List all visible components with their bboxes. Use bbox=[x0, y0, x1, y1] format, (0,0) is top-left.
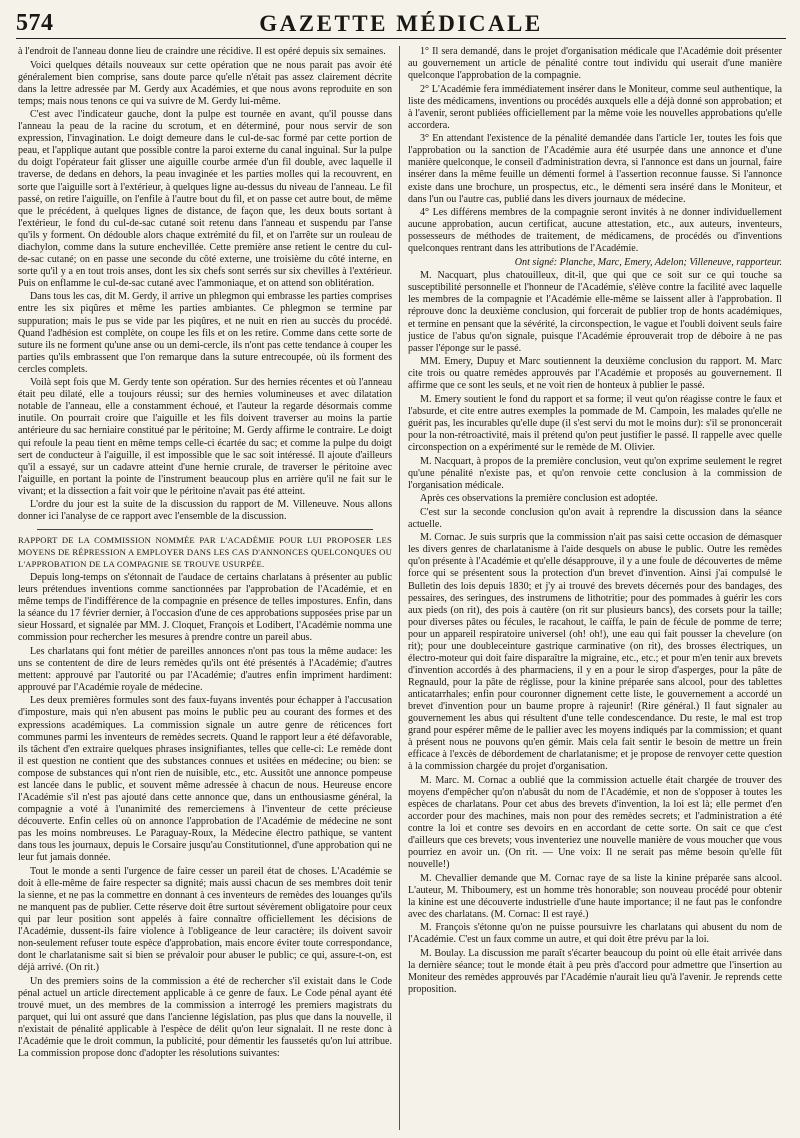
paragraph: Les charlatans qui font métier de pareilles annonces n'ont pas tous la même audace: les uns se contentent de dire de leurs remèdes qu'ils ont été présentés à l'Académie; d'autres mettent: approuvé par l'autorité ou par l'Académie; d'autres enfin impriment hardiment: approuvé par l'Académie royale de médecine. bbox=[18, 645, 392, 693]
paragraph: M. Cornac. Je suis surpris que la commission n'ait pas saisi cette occasion de démasquer les divers genres de charlatanisme à l'aide desquels on abuse le public. Outre les remèdes qu'on présente à l'Académie et qu'elle désapprouve, il y a une foule de découvertes de même force qui se présentent sous la protection d'un brevet d'invention. Ainsi j'ai compulsé le Bulletin des lois depuis 1830; et j'y ai trouvé des brevets décernés pour des bandages, des pessaires, des seringues, des instrumens de lithotritie; pour des pommades à guérir les cors aux pieds (on rit), des pois à cautère (on rit sur plusieurs bancs), des corsets pour la taille; pour diverses pâtes ou fécules, le racahout, le caïffa, le pain de fécule de pomme de terre; pour un appareil respiratoire universel (oh! oh!), une eau qui fait pousser la chevelure (on rit); pour une doubleceinture gastrique carminative (on rit), des brosses électriques, un électro-moteur qui doit faire disparaître la migraine, etc., etc.; et pour m'en tenir aux brevets d'invention accordés à des pharmaciens, il y en a pour le sirop d'asperges, pour la pâte de Regnauld, pour la pâte de réglisse, pour la kinine préparée sans alcool, pour des tablettes anticatarrhales; enfin pour couronner dignement cette liste, le gouvernement a accordé un brevet d'invention pour un baume propre à rajeunir! (Rire général.) Il faut signaler au gouvernement les abus qui résultent d'une telle condescendance. Du reste, le mal est trop grand pour espérer même de le pallier avec les moyens indiqués par la commission; et quant à présent nous ne pouvons qu'en gémir. Mais cela fait sentir le besoin de mettre un frein efficace à l'excès de débordement de charlatanisme; et je propose de renvoyer cette question à la commission chargée du projet d'organisation. bbox=[408, 532, 782, 773]
left-column bbox=[18, 46, 392, 1130]
journal-title: GAZETTE MÉDICALE bbox=[259, 11, 543, 36]
paragraph: L'ordre du jour est la suite de la discussion du rapport de M. Villeneuve. Nous allons donner ici l'analyse de ce rapport avec l'ensemble de la discussion. bbox=[18, 499, 392, 523]
paragraph: Les deux premières formules sont des faux-fuyans inventés pour échapper à l'accusation d'imposture, mais qui n'en abusent pas moins le public peu au courant des formes et des expressions académiques. La commission signale un autre genre de réticences fort communes parmi les inventeurs de remèdes secrets. Quand le rapport leur a été défavorable, ils tâchent d'en extraire quelques phrases insignifiantes, telles que celle-ci: Le remède dont il est question ne contient que des substances connues et usitées en médecine; ou bien: se compose de substances qui n'ont rien de nuisible, etc., etc. Aussitôt une annonce pompeuse est lancée dans le public, et souvent même adressée à chacun de nous. Heureuse encore l'Académie s'il n'est pas ajouté dans cette annonce que, dans un enthousiasme général, la compagnie a voté à l'unanimité des remerciemens à l'inventeur de cette précieuse découverte. Enfin celles où on annonce l'approbation de l'Académie de médecine ne sont pas les moins nombreuses. Le Paraguay-Roux, la Médecine électro pathique, se vantent dans tous les journaux, depuis le Corsaire jusqu'au Constitutionnel, d'une approbation qui ne leur fut jamais donnée. bbox=[18, 695, 392, 864]
paragraph: Dans tous les cas, dit M. Gerdy, il arrive un phlegmon qui embrasse les parties comprises entre les six piqûres et même les parties ambiantes. Ce phlegmon se termine par suppuration; mais le pus se vide par les piqûres, et ne nuit en rien au succès du procédé. Quand l'adhésion est complète, on coupe les fils et on les retire. Comme dans cette sorte de suture ils ne forment qu'une anse ou un demi-cercle, ils n'ont pas cette tendance à couper les parties qu'ils embrassent que l'on remarque dans la suture entrecoupée, où ils forment des cercles complets. bbox=[18, 291, 392, 375]
paragraph: Voici quelques détails nouveaux sur cette opération que ne nous parait pas avoir été généralement bien comprise, sans doute parce qu'elle n'était pas assez clairement décrite dans la lettre adressée par M. Gerdy aux Académies, et que nous avons reproduite en son temps; mais nous tenons ce qui va suivre de M. Gerdy lui-même. bbox=[18, 59, 392, 107]
paragraph: 4° Les différens membres de la compagnie seront invités à ne donner individuellement aucune approbation, aucun certificat, aucune attestation, etc., aux auteurs, inventeurs, possesseurs de méthodes de traitement, de médicamens, de procédés ou d'inventions quelconques rentrant dans les attributions de l'Académie. bbox=[408, 207, 782, 255]
page-header bbox=[16, 8, 786, 39]
right-column bbox=[408, 46, 782, 1130]
paragraph: M. Marc. M. Cornac a oublié que la commission actuelle était chargée de trouver des moyens d'empêcher qu'on n'abusât du nom de l'Académie, et non de s'opposer à toutes les espèces de charlatans. Pour cet abus des brevets d'invention, la loi est là; elle permet d'en accorder pour des machines, mais non pour des remèdes secrets; et l'administration a été contre la loi et contre ses devoirs en en accordant de cette sorte. On sait ce que c'est d'ailleurs que ces brevets; vous inventeriez une nouvelle manière de vous moucher que vous pourriez en avoir un. (On rit. — Une voix: Il ne serait pas même besoin qu'elle fût nouvelle!) bbox=[408, 774, 782, 871]
paragraph: M. Boulay. La discussion me paraît s'écarter beaucoup du point où elle était arrivée dans la dernière séance; tout le monde était à peu près d'accord pour admettre que l'insertion au Moniteur des remèdes approuvés par l'Académie n'aurait lieu qu'à l'avenir. Je reprends cette proposition. bbox=[408, 947, 782, 996]
paragraph: M. Emery soutient le fond du rapport et sa forme; il veut qu'on réagisse contre le faux et l'absurde, et cite entre autres exemples la pommade de M. Campoin, les malades qu'elle ne guérit pas, les incurables qu'elle dupe (il s'est servi du mot le moins dur): s'il se prononcerait pour la non-rétroactivité, mais il prétend qu'on peut justifier le passé. Il rappelle avec quelle circonspection on a expérimenté sur le remède de M. Olivier. bbox=[408, 393, 782, 453]
paragraph: 2° L'Académie fera immédiatement insérer dans le Moniteur, comme seul authentique, la liste des médicamens, inventions ou procédés auxquels elle a déjà donné son approbation; et à l'avenir, seront publiées officiellement par la même voie les nouvelles approbations qu'elle accordera. bbox=[408, 83, 782, 131]
paragraph: M. Nacquart, plus chatouilleux, dit-il, que qui que ce soit sur ce qui touche sa susceptibilité personnelle et l'honneur de l'Académie, s'élève contre la facilité avec laquelle les membres de la compagnie et l'Académie elle-même se laissent aller à l'approbation. Il réprouve donc la deuxième conclusion, qui forcerait de publier trop de honts académiques, et termine en pensant que la sévérité, la circonspection, le vague et l'oubli doivent seuls faire justice de l'abus qu'on signale, puisque l'Académie éprouverait trop de déboire à ne pas passer l'éponge sur le passé. bbox=[408, 270, 782, 354]
paragraph: Un des premiers soins de la commission a été de rechercher s'il existait dans le Code pénal actuel un article directement applicable à ce genre de faux. Le Code pénal ayant été trouvé muet, un des membres de la commission a interrogé les premiers magistrats du parquet, qui lui ont assuré que dans l'ancienne législation, pas plus que dans la nouvelle, il n'existait de pénalité applicable à l'espèce de délit qu'on leur signalait. Il ne reste donc à l'Académie que le droit commun, la publicité, pour démentir les faussetés qu'on lui attribue. La commission propose donc d'adopter les résolutions suivantes: bbox=[18, 975, 392, 1059]
paragraph: Voilà sept fois que M. Gerdy tente son opération. Sur des hernies récentes et où l'anneau était peu dilaté, elle a toujours réussi; sur des hernies volumineuses et avec dilatation notable de l'anneau, elle a constamment échoué, et l'auteur la regarde désormais comme inutile. On pourrait croire que l'aiguille et les fils doivent traverser au moins la partie antérieure du sac herniaire constitué par le péritoine; M. Gerdy affirme le contraire. Le doigt qui refoule la peau tient en même temps celle-ci écartée du sac; et comme la pulpe du doigt sert de conducteur à l'aiguille, il est impossible que le sac soit intéressé. Il ajoute d'ailleurs qu'il a essayé, sur un cadavre atteint d'une hernie crurale, de traverser le péritoine avec l'aiguille, en portant la pointe de l'instrument beaucoup plus en arrière qu'il ne fait sur le vivant; et la dissection a fait voir que le péritoine n'avait pas été atteint. bbox=[18, 377, 392, 497]
paragraph: Après ces observations la première conclusion est adoptée. bbox=[420, 493, 658, 505]
paragraph: M. Nacquart, à propos de la première conclusion, veut qu'on exprime seulement le regret qu'une pénalité n'existe pas, et qu'on renvoie cette conclusion à la commission de l'organisation médicale. bbox=[408, 455, 782, 491]
report-title: RAPPORT DE LA COMMISSION NOMMÉE PAR L'ACADÉMIE POUR LUI PROPOSER LES MOYENS DE RÉPRESSION A EMPLOYER DANS LES CAS D'ANNONCES QUELCONQUES OU L'APPROBATION DE LA COMPAGNIE SE TROUVE USURPÉE. bbox=[18, 535, 392, 570]
paragraph: C'est sur la seconde conclusion qu'on avait à reprendre la discussion dans la séance actuelle. bbox=[408, 506, 782, 530]
signatories: Ont signé: Planche, Marc, Emery, Adelon; Villeneuve, rapporteur. bbox=[514, 256, 782, 268]
paragraph: Tout le monde a senti l'urgence de faire cesser un pareil état de choses. L'Académie se doit à elle-même de faire respecter sa dignité; mais aussi chacun de ses membres doit tenir la sienne, et ne pas la commettre en donnant à ces inventeurs de remèdes des louanges qu'ils ne manquent pas de publier. Cette réserve doit être surtout sévèrement obligatoire pour ceux qui par leur position sont appelés à faire connaître officiellement les décisions de l'Académie, dussent-ils faire violence à l'obligeance de leur caractère; ils doivent savoir non-seulement refuser toute espèce d'approbation, mais encore éviter toute correspondance, dont le charlatanisme sait si bien se prévaloir pour abuser le public; ce qui, assure-t-on, est déjà arrivé. (On rit.) bbox=[18, 865, 392, 973]
paragraph: M. Chevallier demande que M. Cornac raye de sa liste la kinine préparée sans alcool. L'auteur, M. Thiboumery, est un homme très honorable; son nouveau procédé pour obtenir la kinine est une découverte industrielle d'une haute importance; il ne faut pas le confondre avec des charlatans. (M. Cornac: Il est rayé.) bbox=[408, 872, 782, 920]
paragraph: C'est avec l'indicateur gauche, dont la pulpe est tournée en avant, qu'il pousse dans l'anneau la peau de la racine du scrotum, et en déterminé, pour nous servir de son expression, l'invagination. Le doigt demeure dans le cul-de-sac formé par cette portion de peau, et l'applique autant que possible contre la paroi externe du canal inguinal. Sur la pulpe du doigt l'opérateur fait glisser une aiguille courbe armée d'un fil double, avec laquelle il traverse, de dedans en dehors, la peau invaginée et les parties molles qui la recouvrent, en sorte que l'aiguille sort à l'extérieur, à quelques ligne au-dessus du niveau de l'anneau. Le fil passé, on retire l'aiguille, on l'enfile à l'autre bout du fil, et on passe cet autre bout, de même que le précédent, à quelques lignes de distance, de façon que, les deux bouts sortant à l'extérieur, le fond du cul-de-sac cutané soit retenu dans l'anneau et suspendu par l'anse qu'ils y forment. On dédouble alors chaque extrémité du fil, et on l'arrête sur un rouleau de diachylon, comme dans la suture enchevillée. Cette première anse retient le centre du cul-de-sac cutané; on en passe une seconde du côté externe, une troisième du côté interne, en sorte qu'il y a en tout trois anses, dont les six chefs sont serrés sur six chevilles à l'extérieur. Puis on enflamme le cul-de-sac cutané avec l'ammoniaque, et on attend son oblitération. bbox=[18, 109, 392, 289]
column-divider bbox=[399, 46, 400, 1130]
page-number: 574 bbox=[16, 10, 54, 36]
paragraph: MM. Emery, Dupuy et Marc soutiennent la deuxième conclusion du rapport. M. Marc cite trois ou quatre remèdes approuvés par l'Académie et proposés au gouvernement. Il affirme que ce sont les seuls, et ne voit rien de honteux à publier le passé. bbox=[408, 356, 782, 392]
paragraph: 3° En attendant l'existence de la pénalité demandée dans l'article 1er, toutes les fois que l'approbation ou la sanction de l'Académie aura été usurpée dans une annonce et d'une manière quelconque, le conseil d'administration devra, si l'annonce est dans un journal, faire insérer dans la même feuille un démenti formel à l'assertion reconnue fausse. Si l'annonce existe dans une brochure, un prospectus, etc., le démenti sera inséré dans le Moniteur, et dans l'un ou l'autre cas, publié dans les divers journaux de médecine. bbox=[408, 133, 782, 205]
paragraph: Depuis long-temps on s'étonnait de l'audace de certains charlatans à présenter au public leurs prétendues inventions comme sanctionnées par l'approbation de l'Académie, et en même temps de l'indifférence de la compagnie en présence de telles impostures. Enfin, dans la séance du 17 février dernier, à l'occasion d'une de ces approbations supposées prise par un sieur Hossard, et signalée par MM. J. Cloquet, François et Lodibert, l'Académie nomma une commission pour rechercher les mesures à prendre contre un pareil abus. bbox=[18, 571, 392, 644]
section-divider bbox=[37, 529, 374, 530]
paragraph: à l'endroit de l'anneau donne lieu de craindre une récidive. Il est opéré depuis six semaines. bbox=[18, 46, 386, 57]
paragraph: M. François s'étonne qu'on ne puisse poursuivre les charlatans qui abusent du nom de l'Académie. C'est un faux comme un autre, et qui doit être prévu par la loi. bbox=[408, 922, 782, 946]
paragraph: 1° Il sera demandé, dans le projet d'organisation médicale que l'Académie doit présenter au gouvernement un article de pénalité contre tout individu qui userait d'une manière quelconque l'approbation de la compagnie. bbox=[408, 46, 782, 82]
